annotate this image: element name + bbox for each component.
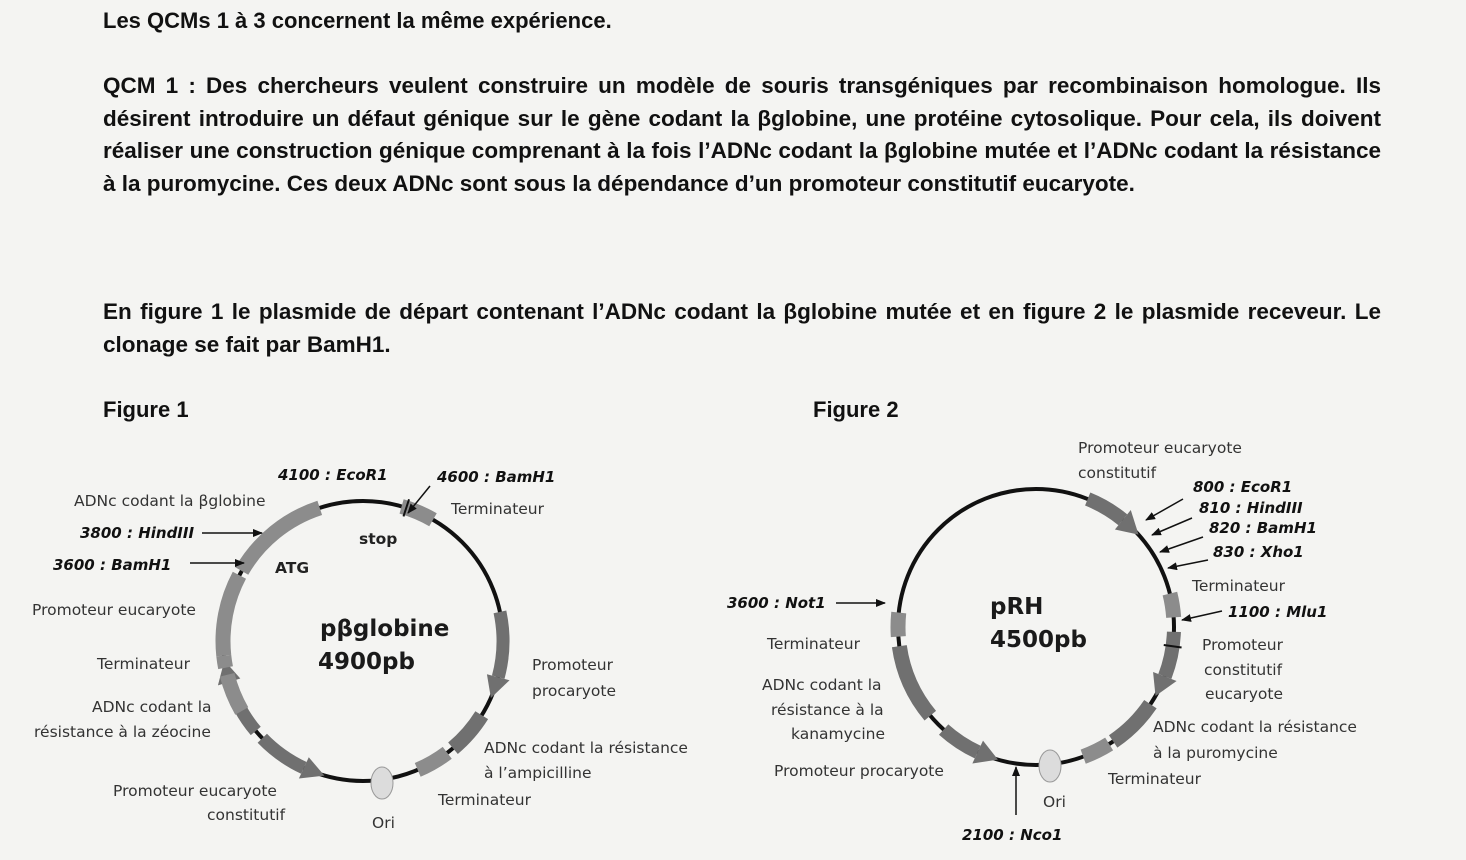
label-cdna-globine: ADNc codant la βglobine — [74, 492, 266, 510]
arrow-xho1 — [1168, 560, 1208, 568]
intro-text: Les QCMs 1 à 3 concernent la même expérience. — [103, 8, 612, 33]
label-terminateur-left: Terminateur — [767, 635, 861, 653]
context-text: En figure 1 le plasmide de départ contenant l’ADNc codant la βglobine mutée et en figure 2 le plasmide receveur. Le clonage se fait par BamH1. — [103, 299, 1381, 357]
label-terminateur-left: Terminateur — [97, 655, 191, 673]
plasmid1-name: pβglobine — [320, 616, 450, 642]
promoteur-right-arrow — [1165, 632, 1174, 677]
plasmid-prh — [727, 439, 1357, 844]
label-terminateur-bottom: Terminateur — [438, 791, 532, 809]
arrow-hindiii — [1152, 518, 1192, 535]
plasmid-pbetaglobine — [32, 466, 688, 832]
site-bamh1-4600-label: 4600 : BamH1 — [437, 468, 556, 486]
label-zeocine-1: ADNc codant la — [92, 698, 212, 716]
promoteur-procaryote-arrow — [498, 612, 503, 677]
label-ori: Ori — [372, 814, 395, 832]
label-procaryote-2: procaryote — [532, 682, 617, 700]
label-atg: ATG — [275, 559, 310, 577]
promoteur-top-arrow — [1088, 499, 1123, 520]
site-hindiii-label: 3800 : HindIII — [80, 524, 195, 542]
label-terminateur-right: Terminateur — [1192, 577, 1286, 595]
label-promo-const-1: Promoteur eucaryote — [113, 782, 277, 800]
label-amp-1: ADNc codant la résistance — [484, 739, 688, 757]
label-promo-right-3: eucaryote — [1205, 685, 1284, 703]
zeocine-segment — [227, 675, 242, 711]
promoteur-procaryote-arrow-head — [487, 674, 510, 698]
site-ecor1-label: 800 : EcoR1 — [1193, 478, 1293, 496]
promoteur-procaryote-arrow — [944, 730, 978, 753]
label-puro-2: à la puromycine — [1153, 744, 1278, 762]
site-bamh1-3600-label: 3600 : BamH1 — [53, 556, 172, 574]
arrow-mlu1 — [1182, 611, 1222, 620]
label-promo-right-1: Promoteur — [1202, 636, 1283, 654]
figure2-title: Figure 2 — [813, 397, 899, 422]
site-hindiii-label: 810 : HindIII — [1199, 499, 1303, 517]
ori-icon — [1039, 750, 1061, 782]
site-not1-label: 3600 : Not1 — [727, 594, 826, 612]
label-procaryote: Promoteur procaryote — [774, 762, 944, 780]
label-promoteur-euk: Promoteur eucaryote — [32, 601, 196, 619]
label-terminateur-bottom: Terminateur — [1108, 770, 1202, 788]
label-stop: stop — [359, 530, 398, 548]
terminateur-bottom-segment — [1083, 744, 1109, 757]
label-ori: Ori — [1043, 793, 1066, 811]
puro-resistance-segment — [1113, 704, 1150, 741]
promoteur-const-arrow — [262, 738, 304, 768]
arrow-ecor1 — [1146, 499, 1183, 520]
terminateur-left-segment — [224, 656, 226, 668]
ori-icon — [371, 767, 393, 799]
label-procaryote-1: Promoteur — [532, 656, 613, 674]
label-amp-2: à l’ampicilline — [484, 764, 592, 782]
plasmid2-size: 4500pb — [990, 627, 1087, 653]
label-zeocine-2: résistance à la zéocine — [34, 723, 211, 741]
terminateur-bottom-segment — [418, 753, 448, 770]
site-bamh1-label: 820 : BamH1 — [1209, 519, 1317, 537]
label-promo-top-2: constitutif — [1078, 464, 1157, 482]
label-kana-2: résistance à la — [771, 701, 884, 719]
site-mlu1-label: 1100 : Mlu1 — [1228, 603, 1328, 621]
site-ecor1-label: 4100 : EcoR1 — [278, 466, 388, 484]
plasmid2-name: pRH — [990, 594, 1044, 620]
label-puro-1: ADNc codant la résistance — [1153, 718, 1357, 736]
amp-resistance-segment — [453, 715, 482, 748]
label-kana-1: ADNc codant la — [762, 676, 882, 694]
site-nco1-label: 2100 : Nco1 — [962, 826, 1063, 844]
cdna-globine-start-segment — [223, 575, 239, 655]
label-kana-3: kanamycine — [791, 725, 885, 743]
arrow-bamh1 — [1160, 537, 1203, 552]
site-xho1-label: 830 : Xho1 — [1213, 543, 1304, 561]
kana-resistance-segment — [899, 646, 930, 715]
terminateur-left-segment — [898, 613, 899, 637]
label-promo-const-2: constitutif — [207, 806, 286, 824]
label-terminateur-top: Terminateur — [451, 500, 545, 518]
question-text: QCM 1 : Des chercheurs veulent construire un modèle de souris transgéniques par recombinaison homologue. Ils désirent introduire un défaut génique sur le gène codant la βglobine, une protéine cytosolique. Pour cela, ils doivent réaliser une construction génique comprenant à la fois l’ADNc codant la βglobine mutée et l’ADNc codant la résistance à la puromycine. Ces deux ADNc sont sous la dépendance d’un promoteur constitutif eucaryote. — [103, 73, 1381, 196]
terminateur-right-segment — [1170, 594, 1174, 618]
label-promo-right-2: constitutif — [1204, 661, 1283, 679]
figure1-title: Figure 1 — [103, 397, 189, 422]
plasmid1-size: 4900pb — [318, 649, 415, 675]
label-promo-top-1: Promoteur eucaryote — [1078, 439, 1242, 457]
